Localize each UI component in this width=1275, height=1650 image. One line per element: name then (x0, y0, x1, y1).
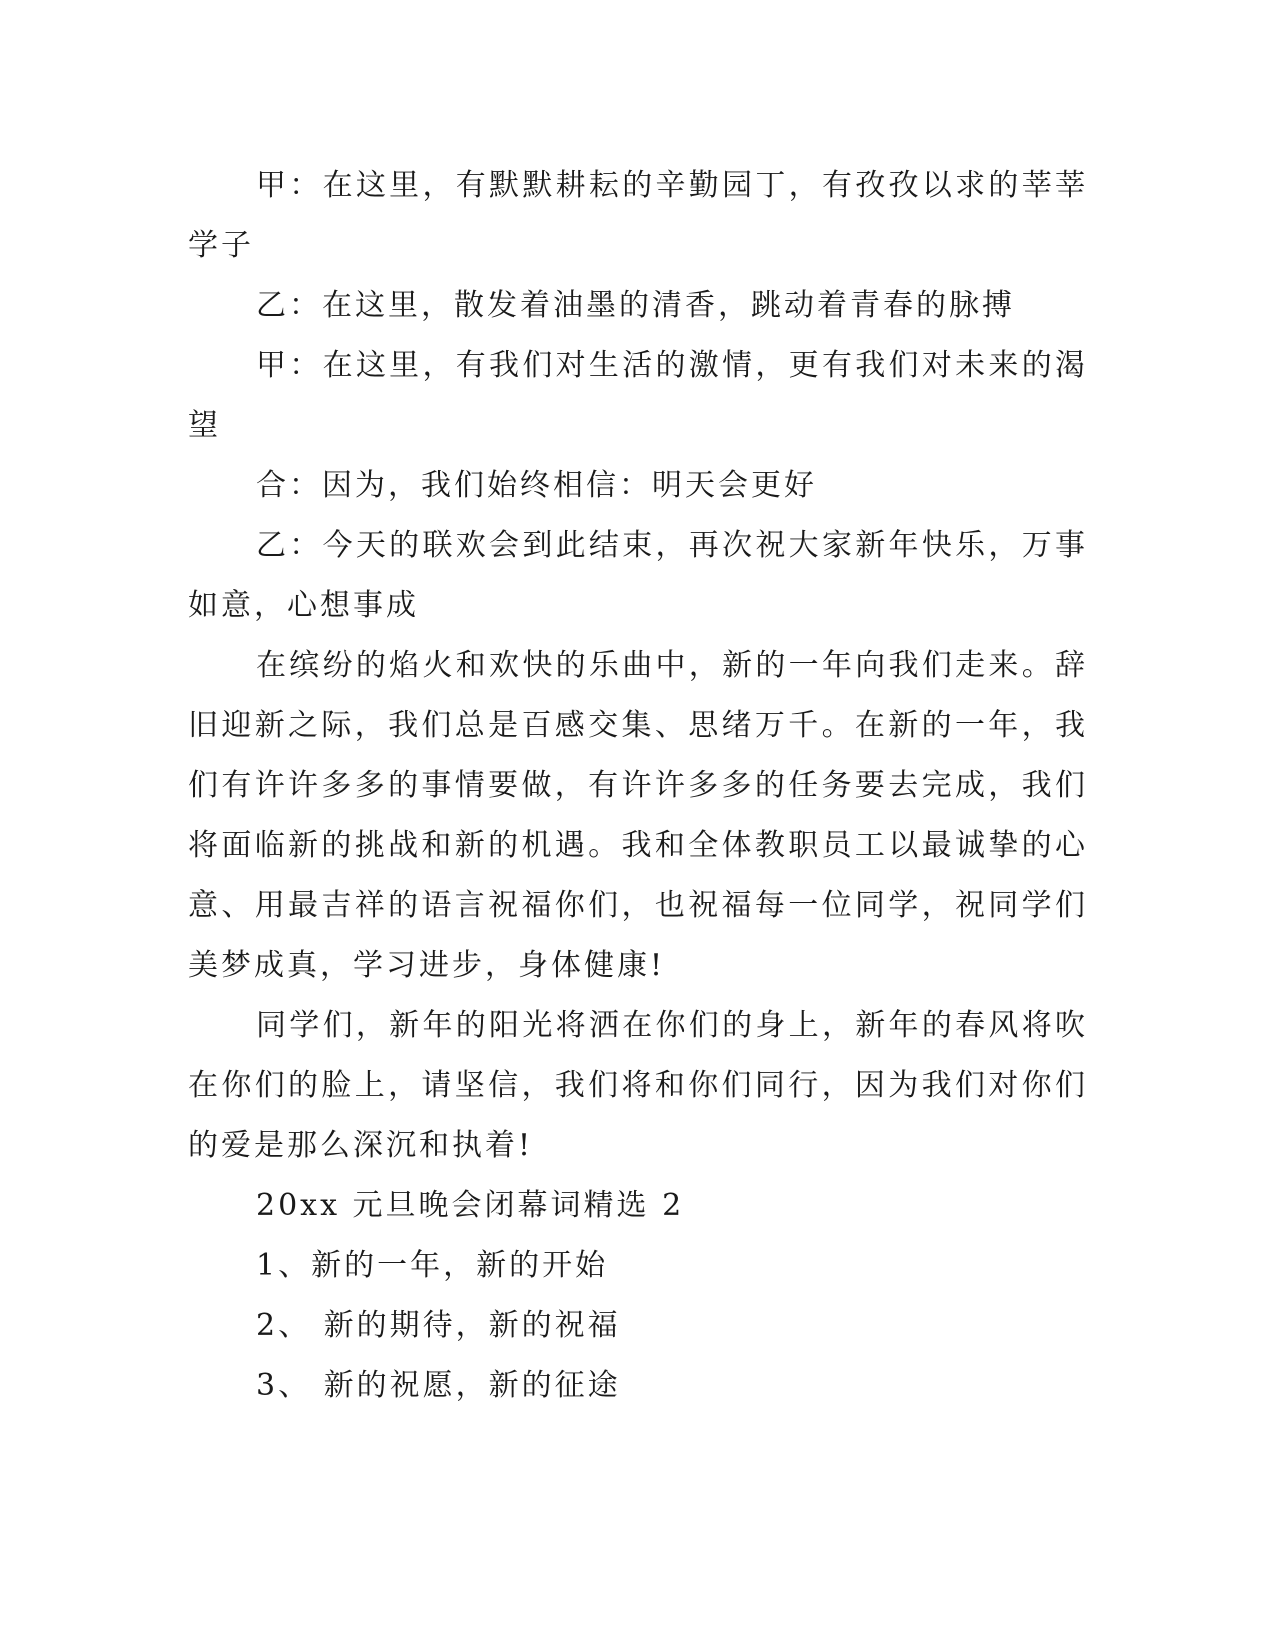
list-item: 2、 新的期待，新的祝福 (256, 1308, 621, 1343)
dialogue-paragraph: 甲：在这里，有默默耕耘的辛勤园丁，有孜孜以求的莘莘学子 (188, 168, 1088, 263)
document-body (188, 156, 1088, 1416)
dialogue-paragraph: 甲：在这里，有我们对生活的激情，更有我们对未来的渴望 (188, 348, 1088, 443)
dialogue-paragraph: 乙：今天的联欢会到此结束，再次祝大家新年快乐，万事如意，心想事成 (188, 528, 1088, 623)
body-paragraph: 在缤纷的焰火和欢快的乐曲中，新的一年向我们走来。辞旧迎新之际，我们总是百感交集、思绪万千。在新的一年，我们有许许多多的事情要做，有许许多多的任务要去完成，我们将面临新的挑战和新的机遇。我和全体教职员工以最诚挚的心意、用最吉祥的语言祝福你们，也祝福每一位同学，祝同学们美梦成真，学习进步，身体健康! (188, 648, 1088, 983)
body-paragraph: 同学们，新年的阳光将洒在你们的身上，新年的春风将吹在你们的脸上，请坚信，我们将和你们同行，因为我们对你们的爱是那么深沉和执着! (188, 1008, 1088, 1163)
dialogue-paragraph: 乙：在这里，散发着油墨的清香，跳动着青春的脉搏 (256, 288, 1015, 323)
dialogue-paragraph: 合：因为，我们始终相信：明天会更好 (256, 468, 817, 503)
section-title: 20xx 元旦晚会闭幕词精选 2 (256, 1188, 685, 1223)
list-item: 1、新的一年，新的开始 (256, 1248, 609, 1283)
list-item: 3、 新的祝愿，新的征途 (256, 1368, 621, 1403)
